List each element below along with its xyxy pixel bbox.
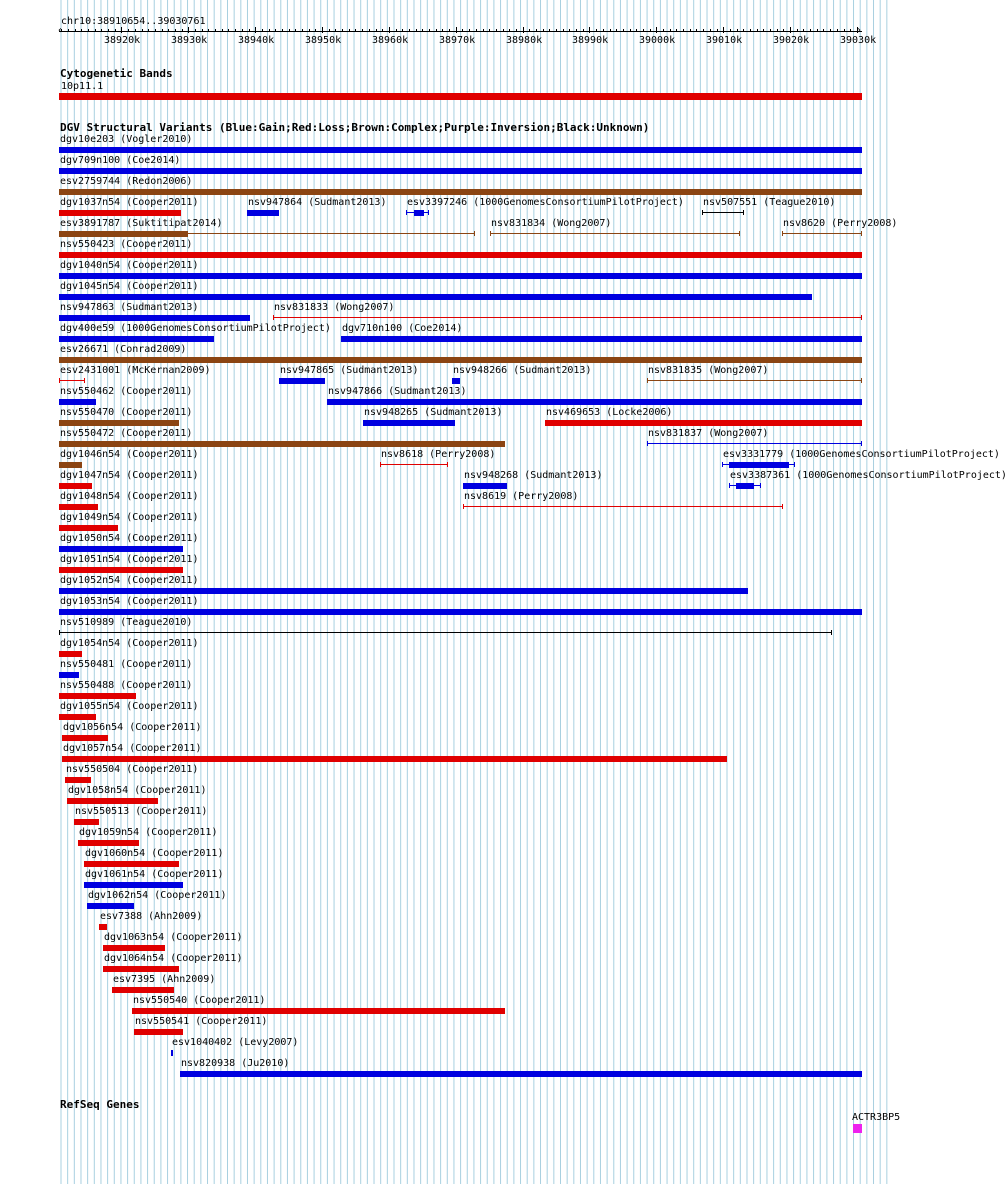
- variant-label[interactable]: dgv1050n54 (Cooper2011): [60, 533, 199, 544]
- variant-bar[interactable]: [463, 483, 507, 489]
- variant-start-cap: [647, 441, 648, 446]
- ruler-minor-tick: [242, 29, 243, 32]
- variant-label[interactable]: nsv550513 (Cooper2011): [75, 806, 208, 817]
- ruler-minor-tick: [429, 29, 430, 32]
- ruler-minor-tick: [743, 29, 744, 32]
- variant-bar[interactable]: [247, 210, 279, 216]
- ruler-minor-tick: [295, 29, 296, 32]
- ruler-minor-tick: [763, 29, 764, 32]
- variant-bar[interactable]: [59, 567, 183, 573]
- ruler-major-tick: [656, 27, 657, 33]
- variant-label[interactable]: nsv550462 (Cooper2011): [60, 386, 193, 397]
- ruler-tick-label: 38990k: [572, 35, 609, 46]
- ruler-minor-tick: [730, 29, 731, 32]
- ruler-minor-tick: [623, 29, 624, 32]
- ruler-minor-tick: [329, 29, 330, 32]
- variant-label[interactable]: nsv948266 (Sudmant2013): [453, 365, 592, 376]
- variant-label[interactable]: dgv1062n54 (Cooper2011): [88, 890, 227, 901]
- variant-core-bar[interactable]: [414, 210, 424, 216]
- ruler-minor-tick: [182, 29, 183, 32]
- variant-bar[interactable]: [78, 840, 139, 846]
- variant-label[interactable]: dgv1061n54 (Cooper2011): [85, 869, 224, 880]
- ruler-minor-tick: [302, 29, 303, 32]
- ruler-minor-tick: [783, 29, 784, 32]
- variant-label[interactable]: nsv469653 (Locke2006): [546, 407, 673, 418]
- variant-label[interactable]: dgv1046n54 (Cooper2011): [60, 449, 199, 460]
- variant-end-cap: [831, 630, 832, 635]
- variant-bar[interactable]: [59, 357, 862, 363]
- ruler-tick-label: 39000k: [639, 35, 676, 46]
- variant-label[interactable]: dgv1064n54 (Cooper2011): [104, 953, 243, 964]
- variant-end-cap: [861, 315, 862, 320]
- variant-span-line[interactable]: [490, 233, 740, 234]
- ruler-minor-tick: [690, 29, 691, 32]
- ruler-minor-tick: [282, 29, 283, 32]
- ruler-minor-tick: [817, 29, 818, 32]
- ruler-minor-tick: [162, 29, 163, 32]
- ruler-minor-tick: [275, 29, 276, 32]
- ruler-minor-tick: [636, 29, 637, 32]
- variant-label[interactable]: dgv400e59 (1000GenomesConsortiumPilotProject): [60, 323, 331, 334]
- ruler-minor-tick: [155, 29, 156, 32]
- ruler-major-tick: [589, 27, 590, 33]
- ruler-minor-tick: [335, 29, 336, 32]
- ruler-minor-tick: [650, 29, 651, 32]
- ruler-minor-tick: [436, 29, 437, 32]
- ruler-tick-label: 38960k: [372, 35, 409, 46]
- variant-label[interactable]: nsv510989 (Teague2010): [60, 617, 193, 628]
- variant-bar[interactable]: [59, 546, 183, 552]
- variant-label[interactable]: nsv948265 (Sudmant2013): [364, 407, 503, 418]
- variant-label[interactable]: esv1040402 (Levy2007): [172, 1037, 299, 1048]
- ruler-tick-label: 39030k: [840, 35, 877, 46]
- ruler-minor-tick: [108, 29, 109, 32]
- variant-core-bar[interactable]: [59, 231, 188, 237]
- ruler-minor-tick: [128, 29, 129, 32]
- variant-bar[interactable]: [279, 378, 325, 384]
- variant-label[interactable]: nsv948268 (Sudmant2013): [464, 470, 603, 481]
- variant-label[interactable]: dgv1052n54 (Cooper2011): [60, 575, 199, 586]
- ruler-minor-tick: [757, 29, 758, 32]
- variant-bar[interactable]: [59, 588, 748, 594]
- ruler-minor-tick: [676, 29, 677, 32]
- ruler-minor-tick: [369, 29, 370, 32]
- variant-bar[interactable]: [452, 378, 460, 384]
- ruler-minor-tick: [289, 29, 290, 32]
- variant-label[interactable]: dgv1037n54 (Cooper2011): [60, 197, 199, 208]
- variant-bar[interactable]: [84, 882, 183, 888]
- variant-label[interactable]: esv3891787 (Suktitipat2014): [60, 218, 223, 229]
- variant-bar[interactable]: [74, 819, 99, 825]
- variant-bar[interactable]: [59, 651, 82, 657]
- ruler-minor-tick: [101, 29, 102, 32]
- ruler-minor-tick: [262, 29, 263, 32]
- ruler-minor-tick: [235, 29, 236, 32]
- ruler-minor-tick: [569, 29, 570, 32]
- variant-label[interactable]: dgv1063n54 (Cooper2011): [104, 932, 243, 943]
- ruler-minor-tick: [770, 29, 771, 32]
- ruler-minor-tick: [563, 29, 564, 32]
- variant-span-line[interactable]: [273, 317, 862, 318]
- variant-label[interactable]: dgv1053n54 (Cooper2011): [60, 596, 199, 607]
- variant-label[interactable]: nsv947865 (Sudmant2013): [280, 365, 419, 376]
- variant-bar[interactable]: [59, 147, 862, 153]
- variant-end-cap: [739, 231, 740, 236]
- variant-bar[interactable]: [132, 1008, 505, 1014]
- variant-bar[interactable]: [134, 1029, 183, 1035]
- ruler-minor-tick: [777, 29, 778, 32]
- ruler-minor-tick: [202, 29, 203, 32]
- ruler-minor-tick: [643, 29, 644, 32]
- variant-bar[interactable]: [59, 483, 92, 489]
- variant-span-line[interactable]: [59, 380, 85, 381]
- variant-bar[interactable]: [59, 525, 118, 531]
- variant-label[interactable]: nsv831833 (Wong2007): [274, 302, 395, 313]
- variant-bar[interactable]: [87, 903, 134, 909]
- variant-start-cap: [59, 630, 60, 635]
- ruler-minor-tick: [844, 29, 845, 32]
- range-label: chr10:38910654..39030761: [61, 16, 206, 27]
- variant-label[interactable]: dgv1040n54 (Cooper2011): [60, 260, 199, 271]
- ruler-minor-tick: [208, 29, 209, 32]
- variant-label[interactable]: dgv709n100 (Coe2014): [60, 155, 181, 166]
- ruler-minor-tick: [409, 29, 410, 32]
- ruler-minor-tick: [376, 29, 377, 32]
- variant-bar[interactable]: [59, 693, 136, 699]
- ruler-minor-tick: [195, 29, 196, 32]
- ruler-minor-tick: [576, 29, 577, 32]
- ruler-minor-tick: [402, 29, 403, 32]
- variant-label[interactable]: dgv1058n54 (Cooper2011): [68, 785, 207, 796]
- variant-label[interactable]: esv26671 (Conrad2009): [60, 344, 187, 355]
- ruler-minor-tick: [717, 29, 718, 32]
- ruler-minor-tick: [803, 29, 804, 32]
- ruler-major-tick: [121, 27, 122, 33]
- variant-end-cap: [794, 462, 795, 467]
- variant-bar[interactable]: [59, 252, 862, 258]
- variant-start-cap: [463, 504, 464, 509]
- variant-bar[interactable]: [59, 315, 250, 321]
- ruler-minor-tick: [135, 29, 136, 32]
- variant-start-cap: [380, 462, 381, 467]
- variant-label[interactable]: nsv820938 (Ju2010): [181, 1058, 290, 1069]
- ruler-major-tick: [188, 27, 189, 33]
- ruler-minor-tick: [850, 29, 851, 32]
- ruler-major-tick: [255, 27, 256, 33]
- cytoband-bar[interactable]: [59, 93, 862, 100]
- ruler-minor-tick: [449, 29, 450, 32]
- variant-bar[interactable]: [67, 798, 158, 804]
- variant-label[interactable]: nsv8620 (Perry2008): [783, 218, 898, 229]
- variant-start-cap: [647, 378, 648, 383]
- variant-label[interactable]: dgv1060n54 (Cooper2011): [85, 848, 224, 859]
- variant-bar[interactable]: [59, 420, 179, 426]
- variant-bar[interactable]: [180, 1071, 862, 1077]
- ruler-minor-tick: [75, 29, 76, 32]
- variant-label[interactable]: esv3387361 (1000GenomesConsortiumPilotProject): [730, 470, 1007, 481]
- ruler-minor-tick: [596, 29, 597, 32]
- ruler-minor-tick: [396, 29, 397, 32]
- variant-bar[interactable]: [59, 168, 862, 174]
- variant-span-line[interactable]: [463, 506, 783, 507]
- variant-label[interactable]: nsv831834 (Wong2007): [491, 218, 612, 229]
- variant-start-cap: [702, 210, 703, 215]
- variant-end-cap: [861, 231, 862, 236]
- variant-label[interactable]: nsv8619 (Perry2008): [464, 491, 579, 502]
- ruler-tick-label: 39020k: [773, 35, 810, 46]
- variant-span-line[interactable]: [647, 443, 862, 444]
- ruler-minor-tick: [683, 29, 684, 32]
- ruler-minor-tick: [630, 29, 631, 32]
- variant-label[interactable]: nsv831835 (Wong2007): [648, 365, 769, 376]
- variant-end-cap: [760, 483, 761, 488]
- variant-start-cap: [406, 210, 407, 215]
- variant-start-cap: [729, 483, 730, 488]
- ruler-tick-label: 38950k: [305, 35, 342, 46]
- cytoband-label: 10p11.1: [61, 81, 104, 92]
- ruler-minor-tick: [422, 29, 423, 32]
- ruler-minor-tick: [222, 29, 223, 32]
- ruler-major-tick: [790, 27, 791, 33]
- variant-label[interactable]: dgv1048n54 (Cooper2011): [60, 491, 199, 502]
- ruler-minor-tick: [489, 29, 490, 32]
- variant-bar[interactable]: [545, 420, 862, 426]
- ruler-minor-tick: [503, 29, 504, 32]
- ruler-minor-tick: [148, 29, 149, 32]
- variant-label[interactable]: nsv550540 (Cooper2011): [133, 995, 266, 1006]
- ruler-minor-tick: [342, 29, 343, 32]
- variant-bar[interactable]: [59, 399, 96, 405]
- variant-label[interactable]: nsv550504 (Cooper2011): [66, 764, 199, 775]
- ruler-minor-tick: [175, 29, 176, 32]
- ruler-tick-label: 38940k: [238, 35, 275, 46]
- ruler-minor-tick: [416, 29, 417, 32]
- variant-bar[interactable]: [59, 441, 505, 447]
- ruler-major-tick: [523, 27, 524, 33]
- variant-start-cap: [59, 378, 60, 383]
- variant-end-cap: [782, 504, 783, 509]
- variant-bar[interactable]: [171, 1050, 173, 1056]
- variant-bar[interactable]: [327, 399, 862, 405]
- ruler-tick-label: 39010k: [706, 35, 743, 46]
- variant-label[interactable]: dgv10e203 (Vogler2010): [60, 134, 193, 145]
- ruler-tick-label: 38920k: [104, 35, 141, 46]
- variant-label[interactable]: dgv1045n54 (Cooper2011): [60, 281, 199, 292]
- variant-bar[interactable]: [62, 735, 108, 741]
- variant-end-cap: [861, 378, 862, 383]
- variant-bar[interactable]: [59, 504, 98, 510]
- variant-start-cap: [782, 231, 783, 236]
- ruler-minor-tick: [556, 29, 557, 32]
- ruler-tick-label: 38930k: [171, 35, 208, 46]
- ruler-right-arrow[interactable]: ›: [856, 25, 863, 36]
- ruler-minor-tick: [837, 29, 838, 32]
- variant-span-line[interactable]: [702, 212, 744, 213]
- variant-core-bar[interactable]: [729, 462, 789, 468]
- refseq-gene-glyph[interactable]: [853, 1124, 862, 1133]
- variant-start-cap: [273, 315, 274, 320]
- variant-label[interactable]: dgv1059n54 (Cooper2011): [79, 827, 218, 838]
- variant-span-line[interactable]: [782, 233, 862, 234]
- variant-label[interactable]: dgv1055n54 (Cooper2011): [60, 701, 199, 712]
- variant-label[interactable]: esv3331779 (1000GenomesConsortiumPilotProject): [723, 449, 1000, 460]
- variant-bar[interactable]: [59, 210, 181, 216]
- variant-label[interactable]: nsv550423 (Cooper2011): [60, 239, 193, 250]
- ruler-minor-tick: [362, 29, 363, 32]
- variant-end-cap: [861, 441, 862, 446]
- variant-label[interactable]: nsv947863 (Sudmant2013): [60, 302, 199, 313]
- variant-start-cap: [490, 231, 491, 236]
- ruler-minor-tick: [355, 29, 356, 32]
- variant-end-cap: [84, 378, 85, 383]
- variant-core-bar[interactable]: [736, 483, 754, 489]
- ruler-minor-tick: [610, 29, 611, 32]
- ruler-minor-tick: [315, 29, 316, 32]
- ruler-minor-tick: [529, 29, 530, 32]
- variant-bar[interactable]: [363, 420, 455, 426]
- variant-label[interactable]: dgv1054n54 (Cooper2011): [60, 638, 199, 649]
- variant-label[interactable]: nsv947864 (Sudmant2013): [248, 197, 387, 208]
- variant-label[interactable]: nsv550470 (Cooper2011): [60, 407, 193, 418]
- ruler-major-tick: [456, 27, 457, 33]
- variant-label[interactable]: esv2759744 (Redon2006): [60, 176, 193, 187]
- variant-label[interactable]: dgv1056n54 (Cooper2011): [63, 722, 202, 733]
- ruler-tick-label: 38970k: [439, 35, 476, 46]
- refseq-track-title: RefSeq Genes: [60, 1098, 140, 1111]
- variant-bar[interactable]: [59, 189, 862, 195]
- variant-start-cap: [722, 462, 723, 467]
- variant-bar[interactable]: [59, 714, 96, 720]
- ruler-minor-tick: [168, 29, 169, 32]
- ruler-minor-tick: [710, 29, 711, 32]
- ruler-minor-tick: [349, 29, 350, 32]
- variant-label[interactable]: nsv550488 (Cooper2011): [60, 680, 193, 691]
- ruler-minor-tick: [583, 29, 584, 32]
- variant-end-cap: [447, 462, 448, 467]
- ruler-minor-tick: [536, 29, 537, 32]
- ruler-minor-tick: [663, 29, 664, 32]
- ruler-minor-tick: [543, 29, 544, 32]
- variant-bar[interactable]: [59, 294, 812, 300]
- ruler-minor-tick: [249, 29, 250, 32]
- ruler-minor-tick: [810, 29, 811, 32]
- ruler-minor-tick: [823, 29, 824, 32]
- variant-label[interactable]: dgv1051n54 (Cooper2011): [60, 554, 199, 565]
- ruler-minor-tick: [442, 29, 443, 32]
- ruler-minor-tick: [269, 29, 270, 32]
- ruler-minor-tick: [830, 29, 831, 32]
- variant-label[interactable]: dgv710n100 (Coe2014): [342, 323, 463, 334]
- cytoband-track-title: Cytogenetic Bands: [60, 67, 173, 80]
- variant-span-line[interactable]: [380, 464, 448, 465]
- variant-bar[interactable]: [341, 336, 862, 342]
- ruler-minor-tick: [737, 29, 738, 32]
- variant-end-cap: [743, 210, 744, 215]
- ruler-minor-tick: [509, 29, 510, 32]
- ruler-minor-tick: [215, 29, 216, 32]
- ruler-minor-tick: [516, 29, 517, 32]
- variant-label[interactable]: nsv550481 (Cooper2011): [60, 659, 193, 670]
- ruler-major-tick: [322, 27, 323, 33]
- ruler-tick-label: 38980k: [506, 35, 543, 46]
- ruler-minor-tick: [476, 29, 477, 32]
- variant-label[interactable]: dgv1049n54 (Cooper2011): [60, 512, 199, 523]
- ruler-minor-tick: [228, 29, 229, 32]
- ruler-minor-tick: [483, 29, 484, 32]
- ruler-minor-tick: [81, 29, 82, 32]
- variant-bar[interactable]: [59, 273, 862, 279]
- variant-bar[interactable]: [99, 924, 107, 930]
- variant-bar[interactable]: [65, 777, 91, 783]
- variant-bar[interactable]: [103, 945, 165, 951]
- ruler-minor-tick: [549, 29, 550, 32]
- ruler-minor-tick: [95, 29, 96, 32]
- ruler-minor-tick: [603, 29, 604, 32]
- variant-label[interactable]: esv3397246 (1000GenomesConsortiumPilotProject): [407, 197, 684, 208]
- ruler-minor-tick: [142, 29, 143, 32]
- variant-span-line[interactable]: [59, 632, 832, 633]
- ruler-minor-tick: [68, 29, 69, 32]
- variant-label[interactable]: nsv8618 (Perry2008): [381, 449, 496, 460]
- ruler-minor-tick: [616, 29, 617, 32]
- ruler-left-arrow[interactable]: ‹: [57, 25, 64, 36]
- variant-bar[interactable]: [59, 462, 82, 468]
- variant-label[interactable]: dgv1047n54 (Cooper2011): [60, 470, 199, 481]
- variant-span-line[interactable]: [647, 380, 862, 381]
- ruler-minor-tick: [496, 29, 497, 32]
- ruler-minor-tick: [382, 29, 383, 32]
- variant-label[interactable]: esv7388 (Ahn2009): [100, 911, 203, 922]
- ruler-minor-tick: [696, 29, 697, 32]
- dgv-track-title: DGV Structural Variants (Blue:Gain;Red:Loss;Brown:Complex;Purple:Inversion;Black:Unknown): [60, 121, 650, 134]
- variant-label[interactable]: nsv550541 (Cooper2011): [135, 1016, 268, 1027]
- ruler-minor-tick: [309, 29, 310, 32]
- variant-bar[interactable]: [59, 336, 214, 342]
- variant-label[interactable]: nsv947866 (Sudmant2013): [328, 386, 467, 397]
- ruler-minor-tick: [670, 29, 671, 32]
- refseq-gene-label[interactable]: ACTR3BP5: [852, 1112, 901, 1123]
- variant-label[interactable]: esv7395 (Ahn2009): [113, 974, 216, 985]
- ruler-minor-tick: [469, 29, 470, 32]
- variant-label[interactable]: esv2431001 (McKernan2009): [60, 365, 211, 376]
- ruler-major-tick: [723, 27, 724, 33]
- ruler-line: [59, 31, 862, 32]
- variant-label[interactable]: nsv831837 (Wong2007): [648, 428, 769, 439]
- variant-end-cap: [474, 231, 475, 236]
- ruler-minor-tick: [115, 29, 116, 32]
- variant-bar[interactable]: [103, 966, 179, 972]
- ruler-major-tick: [389, 27, 390, 33]
- variant-label[interactable]: dgv1057n54 (Cooper2011): [63, 743, 202, 754]
- variant-end-cap: [428, 210, 429, 215]
- ruler-minor-tick: [703, 29, 704, 32]
- variant-bar[interactable]: [59, 672, 79, 678]
- ruler-minor-tick: [88, 29, 89, 32]
- variant-bar[interactable]: [59, 609, 862, 615]
- variant-bar[interactable]: [62, 756, 727, 762]
- variant-label[interactable]: nsv550472 (Cooper2011): [60, 428, 193, 439]
- variant-bar[interactable]: [84, 861, 179, 867]
- ruler-minor-tick: [462, 29, 463, 32]
- variant-bar[interactable]: [112, 987, 174, 993]
- ruler-minor-tick: [750, 29, 751, 32]
- variant-label[interactable]: nsv507551 (Teague2010): [703, 197, 836, 208]
- ruler-minor-tick: [797, 29, 798, 32]
